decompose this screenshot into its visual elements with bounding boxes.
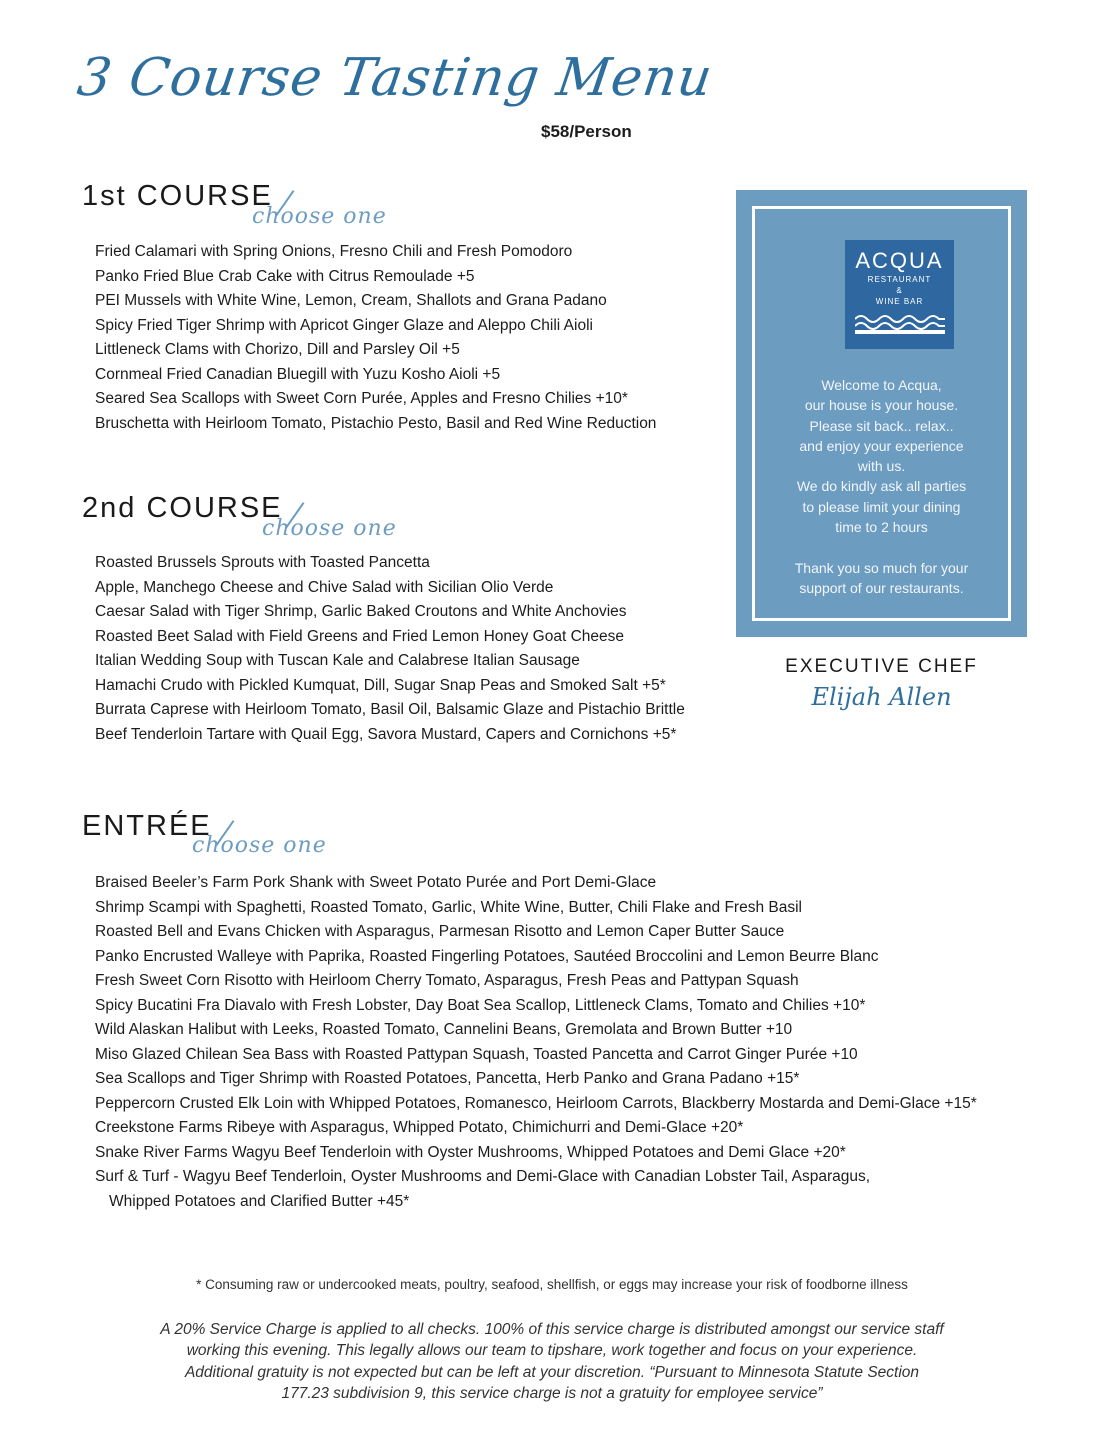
menu-item: Snake River Farms Wagyu Beef Tenderloin with Oyster Mushrooms, Whipped Potatoes and Demi Glace +20* (95, 1143, 846, 1161)
choose-one-label: choose one (262, 516, 397, 541)
menu-item: Panko Fried Blue Crab Cake with Citrus Remoulade +5 (95, 267, 475, 285)
course-title: 2nd COURSE (82, 492, 283, 524)
logo-name: ACQUA (855, 248, 944, 273)
menu-item-continuation: Whipped Potatoes and Clarified Butter +45* (109, 1192, 410, 1210)
menu-item: Roasted Brussels Sprouts with Toasted Pancetta (95, 554, 430, 571)
logo-subtitle: WINE BAR (875, 297, 924, 306)
choose-one-label: choose one (192, 833, 327, 858)
service-line: working this evening. This legally allows our team to tipshare, work together and focus on your experience. (186, 1342, 918, 1360)
menu-item: Seared Sea Scallops with Sweet Corn Purée, Apples and Fresno Chilies +10* (95, 390, 628, 407)
menu-item: Spicy Bucatini Fra Diavalo with Fresh Lobster, Day Boat Sea Scallop, Littleneck Clams, Tomato and Chilies +10* (95, 996, 866, 1014)
welcome-line: Thank you so much for your (794, 559, 969, 576)
menu-item: Creekstone Farms Ribeye with Asparagus, Whipped Potato, Chimichurri and Demi-Glace +20* (95, 1119, 744, 1136)
menu-item: Miso Glazed Chilean Sea Bass with Roasted Pattypan Squash, Toasted Pancetta and Carrot Ginger Purée +10 (95, 1045, 858, 1063)
welcome-line: Welcome to Acqua, (821, 377, 942, 393)
menu-item: Italian Wedding Soup with Tuscan Kale and Calabrese Italian Sausage (95, 652, 580, 669)
menu-item: Shrimp Scampi with Spaghetti, Roasted Tomato, Garlic, White Wine, Butter, Chili Flake and Fresh Basil (95, 898, 802, 916)
service-line: Additional gratuity is not expected but can be left at your discretion. “Pursuant to Minnesota Statute Section (184, 1363, 920, 1381)
menu-item: Caesar Salad with Tiger Shrimp, Garlic Baked Croutons and White Anchovies (95, 603, 627, 620)
menu-item: Sea Scallops and Tiger Shrimp with Roasted Potatoes, Pancetta, Herb Panko and Grana Padano +15* (95, 1070, 800, 1087)
welcome-text (755, 375, 1008, 598)
welcome-line (755, 537, 1008, 557)
logo-subtitle: RESTAURANT (867, 275, 932, 284)
menu-item: Surf & Turf - Wagyu Beef Tenderloin, Oyster Mushrooms and Demi-Glace with Canadian Lobster Tail, Asparagus, (95, 1168, 871, 1185)
course-2-list (95, 551, 685, 747)
menu-item: Littleneck Clams with Chorizo, Dill and Parsley Oil +5 (95, 341, 460, 358)
menu-item: Beef Tenderloin Tartare with Quail Egg, Savora Mustard, Capers and Cornichons +5* (95, 725, 677, 743)
welcome-line: support of our restaurants. (799, 579, 964, 596)
logo-ampersand: & (896, 286, 903, 295)
menu-item: Roasted Beet Salad with Field Greens and Fried Lemon Honey Goat Cheese (95, 627, 625, 645)
menu-item: Cornmeal Fried Canadian Bluegill with Yuzu Kosho Aioli +5 (95, 365, 501, 383)
welcome-panel-border (752, 206, 1011, 621)
menu-price: $58/Person (541, 122, 632, 141)
course-title: 1st COURSE (82, 180, 273, 212)
menu-item: Hamachi Crudo with Pickled Kumquat, Dill, Sugar Snap Peas and Smoked Salt +5* (95, 676, 666, 694)
welcome-line: our house is your house. (804, 397, 959, 414)
chef-signature: Elijah Allen (811, 683, 952, 711)
welcome-line: and enjoy your experience (799, 437, 964, 454)
menu-item: Fresh Sweet Corn Risotto with Heirloom Cherry Tomato, Asparagus, Fresh Peas and Pattypan Squash (95, 972, 799, 989)
acqua-logo (845, 240, 954, 349)
welcome-line: with us. (857, 458, 906, 475)
service-charge-note (100, 1319, 1004, 1405)
welcome-panel (736, 190, 1027, 637)
service-line: A 20% Service Charge is applied to all checks. 100% of this service charge is distributed amongst our service staff (160, 1321, 944, 1338)
consumption-warning: * Consuming raw or undercooked meats, poultry, seafood, shellfish, or eggs may increase your risk of foodborne illness (196, 1277, 908, 1292)
welcome-line: Please sit back.. relax.. (809, 417, 954, 434)
service-line: 177.23 subdivision 9, this service charge is not a gratuity for employee service” (281, 1385, 823, 1403)
menu-title: 3 Course Tasting Menu (73, 48, 717, 108)
menu-item: Panko Encrusted Walleye with Paprika, Roasted Fingerling Potatoes, Sautéed Broccolini and Lemon Beurre Blanc (95, 947, 879, 965)
entree-list (95, 871, 977, 1214)
menu-item: Peppercorn Crusted Elk Loin with Whipped Potatoes, Romanesco, Heirloom Carrots, Blackberry Mostarda and Demi-Glace +15* (95, 1094, 977, 1112)
course-heading-1 (82, 180, 273, 213)
menu-item: Roasted Bell and Evans Chicken with Asparagus, Parmesan Risotto and Lemon Caper Butter Sauce (95, 923, 785, 940)
choose-one-label: choose one (252, 204, 387, 229)
menu-item: Braised Beeler’s Farm Pork Shank with Sweet Potato Purée and Port Demi-Glace (95, 874, 657, 891)
menu-item: PEI Mussels with White Wine, Lemon, Cream, Shallots and Grana Padano (95, 292, 607, 309)
menu-item: Bruschetta with Heirloom Tomato, Pistachio Pesto, Basil and Red Wine Reduction (95, 414, 657, 432)
menu-item: Spicy Fried Tiger Shrimp with Apricot Ginger Glaze and Aleppo Chili Aioli (95, 316, 593, 334)
course-1-list (95, 240, 656, 436)
menu-item: Apple, Manchego Cheese and Chive Salad with Sicilian Olio Verde (95, 578, 554, 596)
welcome-line: We do kindly ask all parties (796, 478, 967, 495)
executive-chef-label: EXECUTIVE CHEF (785, 656, 978, 677)
course-title: ENTRÉE (82, 810, 212, 842)
menu-item: Burrata Caprese with Heirloom Tomato, Basil Oil, Balsamic Glaze and Pistachio Brittle (95, 701, 685, 718)
welcome-line: time to 2 hours (835, 519, 928, 536)
menu-item: Fried Calamari with Spring Onions, Fresno Chili and Fresh Pomodoro (95, 243, 573, 260)
welcome-line: to please limit your dining (802, 498, 961, 515)
menu-item: Wild Alaskan Halibut with Leeks, Roasted Tomato, Cannelini Beans, Gremolata and Brown Butter +10 (95, 1021, 793, 1038)
waves-icon (855, 311, 945, 335)
course-heading-2 (82, 492, 283, 525)
